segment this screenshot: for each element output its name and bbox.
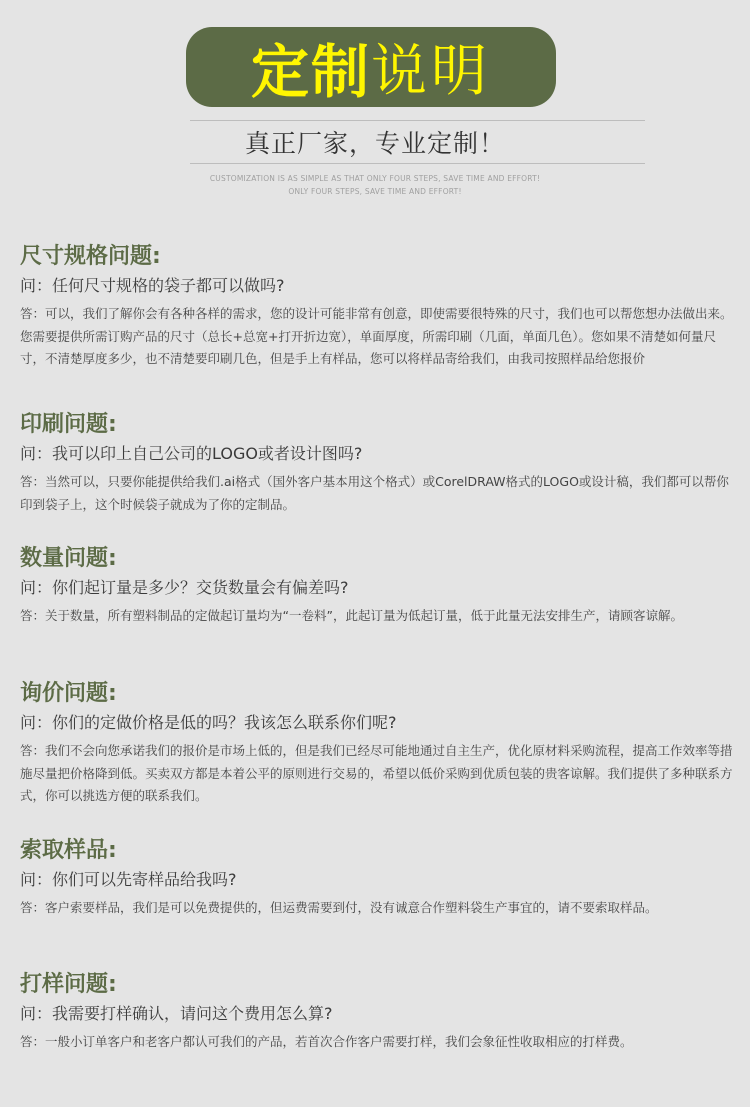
faq-section-size: [20, 242, 735, 371]
section-title: 打样问题:: [20, 972, 117, 997]
top-divider: [190, 120, 645, 121]
section-title: 数量问题:: [20, 546, 117, 571]
english-tagline-1: CUSTOMIZATION IS AS SIMPLE AS THAT ONLY FOUR STEPS, SAVE TIME AND EFFORT!: [209, 174, 541, 183]
section-title: 询价问题:: [20, 681, 117, 706]
section-question: 问：你们起订量是多少？交货数量会有偏差吗?: [20, 578, 349, 597]
section-question: 问：我需要打样确认，请问这个费用怎么算?: [20, 1004, 333, 1023]
bottom-divider: [190, 163, 645, 164]
section-question: 问：我可以印上自己公司的LOGO或者设计图吗?: [20, 444, 363, 463]
section-question: 问：任何尺寸规格的袋子都可以做吗?: [20, 276, 285, 295]
section-title: 印刷问题:: [20, 412, 117, 437]
faq-section-printing: [20, 410, 735, 516]
title-strong-text: 定制: [250, 38, 371, 106]
faq-section-quantity: [20, 544, 735, 628]
section-answer: 答：关于数量，所有塑料制品的定做起订量均为“一卷料”，此起订量为低起订量，低于此量无法安排生产，请顾客谅解。: [20, 608, 683, 623]
faq-section-proofing: [20, 970, 735, 1054]
title-light-text: 说明: [371, 39, 491, 104]
section-answer: 答：我们不会向您承诺我们的报价是市场上低的，但是我们已经尽可能地通过自主生产，优化原材料采购流程，提高工作效率等措施尽量把价格降到低。买卖双方都是本着公平的原则进行交易的，希望以低价采购到优质包装的贵客谅解。我们提供了多种联系方式，你可以挑选方便的联系我们。: [20, 743, 733, 803]
section-title: 尺寸规格问题:: [20, 244, 161, 269]
section-title: 索取样品:: [20, 838, 117, 863]
section-answer: 答：可以，我们了解你会有各种各样的需求，您的设计可能非常有创意，即使需要很特殊的尺寸，我们也可以帮您想办法做出来。您需要提供所需订购产品的尺寸（总长+总宽+打开折边宽），单面厚度，所需印刷（几面，单面几色）。您如果不清楚如何量尺寸，不清楚厚度多少，也不清楚要印刷几色，但是手上有样品，您可以将样品寄给我们，由我司按照样品给您报价: [20, 306, 733, 366]
page-subtitle: 真正厂家，专业定制！: [244, 129, 505, 158]
faq-section-pricing: [20, 679, 735, 808]
section-answer: 答：客户索要样品，我们是可以免费提供的，但运费需要到付，没有诚意合作塑料袋生产事宜的，请不要索取样品。: [20, 900, 658, 915]
section-answer: 答：一般小订单客户和老客户都认可我们的产品，若首次合作客户需要打样，我们会象征性收取相应的打样费。: [20, 1034, 633, 1049]
section-question: 问：你们的定做价格是低的吗？我该怎么联系你们呢?: [20, 713, 397, 732]
section-question: 问：你们可以先寄样品给我吗?: [20, 870, 237, 889]
faq-section-samples: [20, 836, 735, 920]
title-banner: [186, 27, 556, 107]
section-answer: 答：当然可以，只要你能提供给我们.ai格式（国外客户基本用这个格式）或CorelDRAW格式的LOGO或设计稿，我们都可以帮你印到袋子上，这个时候袋子就成为了你的定制品。: [20, 474, 729, 512]
english-tagline-2: ONLY FOUR STEPS, SAVE TIME AND EFFORT!: [288, 187, 462, 196]
